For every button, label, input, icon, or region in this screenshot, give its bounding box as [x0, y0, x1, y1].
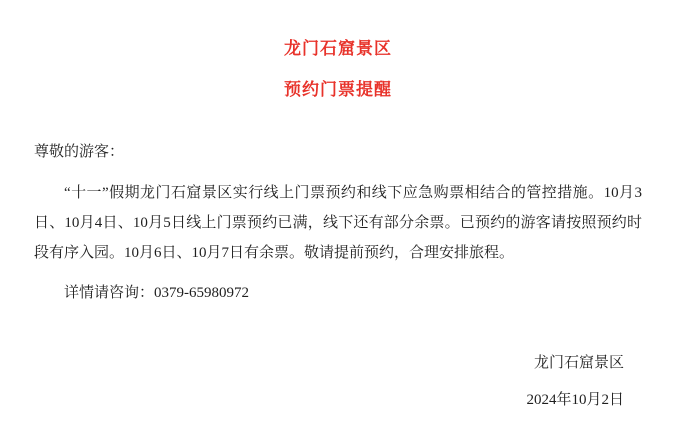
signature-date: 2024年10月2日	[526, 391, 624, 408]
document-title	[34, 40, 642, 98]
title-line-secondary: 预约门票提醒	[284, 80, 392, 99]
signature-issuer: 龙门石窟景区	[533, 355, 624, 371]
title-line-primary: 龙门石窟景区	[284, 39, 392, 58]
contact-line: 详情请咨询：0379-65980972	[64, 285, 249, 301]
body-paragraph: “十一”假期龙门石窟景区实行线上门票预约和线下应急购票相结合的管控措施。10月3日、10月4日、10月5日线上门票预约已满，线下还有部分余票。已预约的游客请按照预约时段有序入园。10月6日、10月7日有余票。敬请提前预约，合理安排旅程。	[34, 185, 642, 261]
salutation: 尊敬的游客：	[34, 144, 125, 160]
